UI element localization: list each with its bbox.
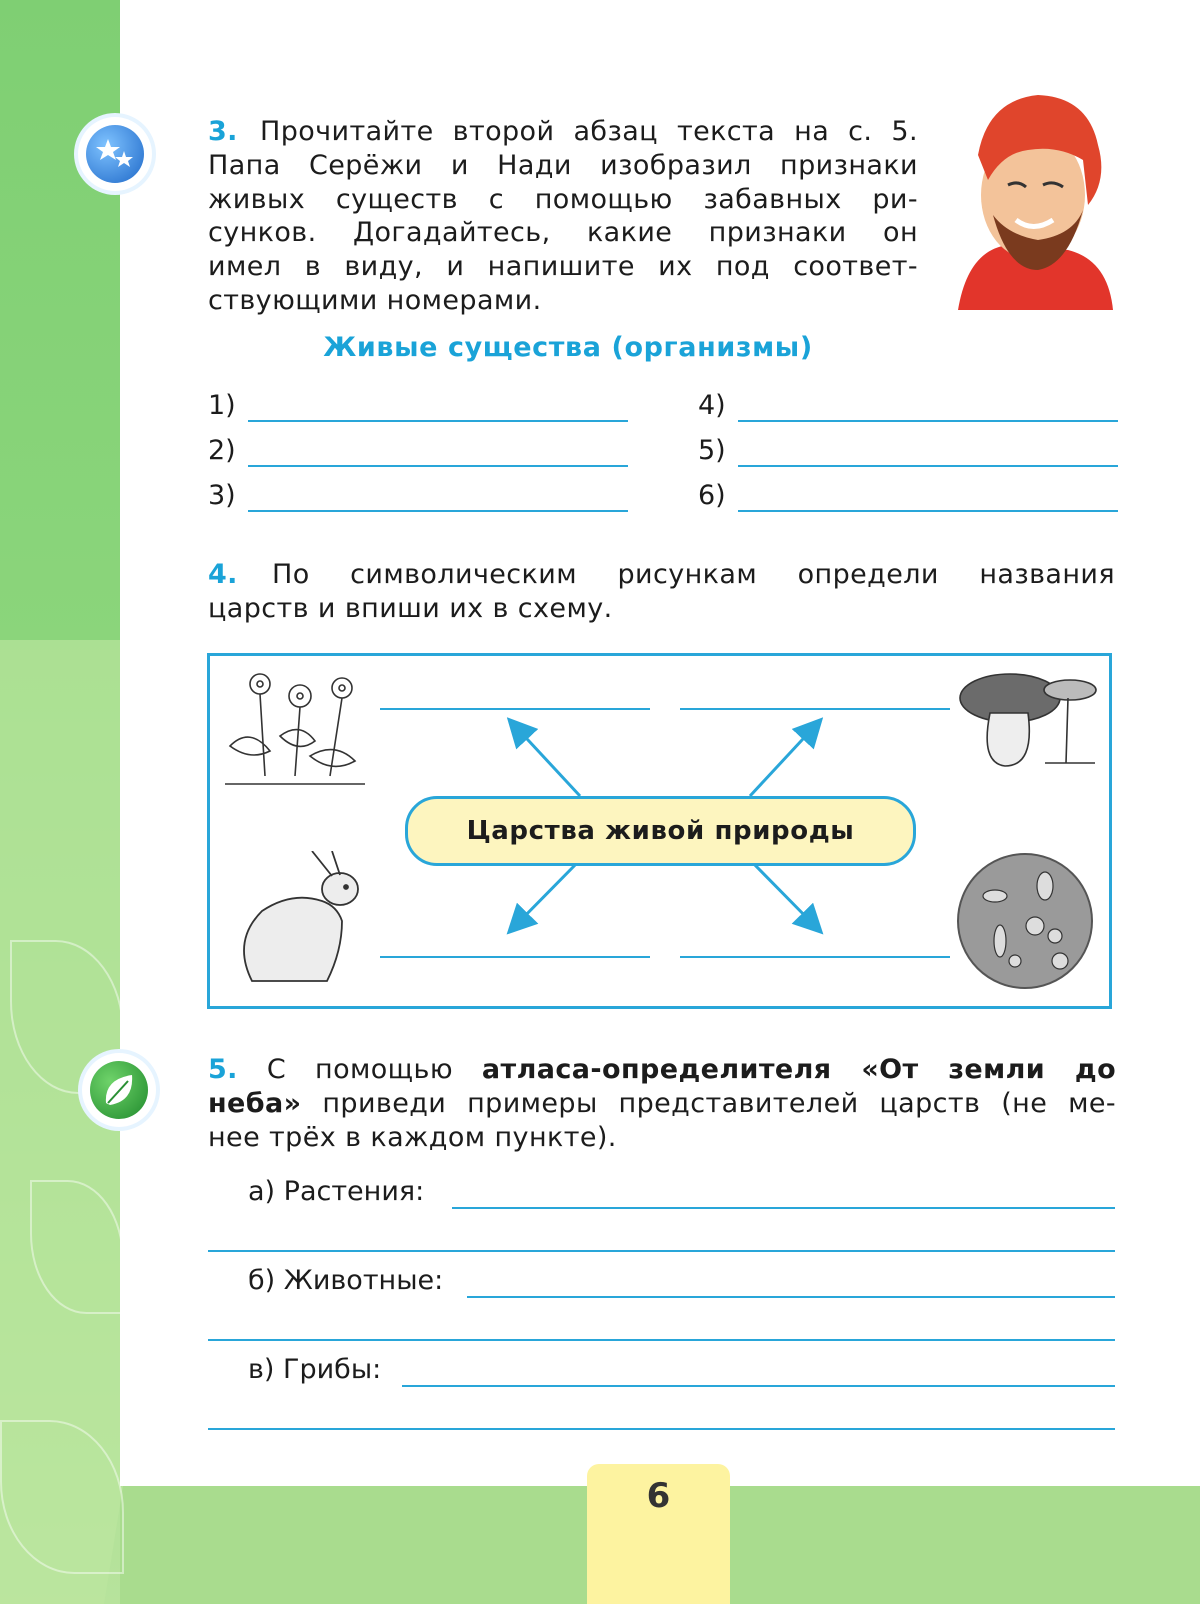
task3-line-1: Прочитайте второй абзац текста на с. 5. bbox=[260, 116, 918, 147]
task5-item-plants-label: а) Растения: bbox=[248, 1176, 425, 1207]
answer-line-5[interactable] bbox=[738, 465, 1118, 467]
plants-illustration bbox=[220, 666, 370, 791]
task3-line-6: ствующими номерами. bbox=[208, 285, 542, 316]
answer-line-4[interactable] bbox=[738, 420, 1118, 422]
task5-lead: С помощью bbox=[266, 1054, 453, 1085]
task5-line-1 bbox=[208, 1053, 1116, 1087]
task3-line-3: живых существ с помощью забавных ри- bbox=[208, 184, 918, 215]
kingdom-answer-line-top-left[interactable] bbox=[380, 708, 650, 710]
task3-line-5: имел в виду, и напишите их под соответ- bbox=[208, 251, 918, 282]
task5-plants-line-1[interactable] bbox=[452, 1207, 1115, 1209]
fungi-illustration bbox=[950, 668, 1100, 778]
kingdoms-center-label: Царства живой природы bbox=[405, 796, 916, 866]
task5-item-fungi-label: в) Грибы: bbox=[248, 1354, 382, 1385]
answer-line-1[interactable] bbox=[248, 420, 628, 422]
task4-number: 4. bbox=[208, 559, 238, 590]
stars-icon bbox=[78, 117, 152, 191]
page-number: 6 bbox=[587, 1464, 730, 1604]
task5-atlas-title: атласа-определителя «От земли до bbox=[481, 1054, 1117, 1085]
task5-animals-line-1[interactable] bbox=[467, 1296, 1115, 1298]
answer-label-6: 6) bbox=[698, 480, 726, 511]
answer-line-3[interactable] bbox=[248, 510, 628, 512]
task5-atlas-title-end: неба» bbox=[208, 1088, 302, 1119]
kingdom-answer-line-top-right[interactable] bbox=[680, 708, 950, 710]
task5-fungi-line-1[interactable] bbox=[402, 1385, 1115, 1387]
answer-label-2: 2) bbox=[208, 435, 236, 466]
bacteria-illustration bbox=[955, 851, 1095, 991]
answer-label-5: 5) bbox=[698, 435, 726, 466]
task4-line-1: По символическим рисункам определи названия bbox=[272, 559, 1115, 590]
kingdom-answer-line-bottom-left[interactable] bbox=[380, 956, 650, 958]
leaf-icon bbox=[82, 1053, 156, 1127]
task3-line-2: Папа Серёжи и Нади изобразил признаки bbox=[208, 150, 918, 181]
task5-animals-line-2[interactable] bbox=[208, 1339, 1115, 1341]
task5-item-animals-label: б) Животные: bbox=[248, 1265, 444, 1296]
task5-line-2 bbox=[208, 1087, 1116, 1121]
answer-line-2[interactable] bbox=[248, 465, 628, 467]
task4-line-2: царств и впиши их в схему. bbox=[208, 593, 613, 624]
answer-label-1: 1) bbox=[208, 390, 236, 421]
task5-number: 5. bbox=[208, 1054, 238, 1085]
father-character-illustration bbox=[948, 85, 1118, 310]
answer-label-3: 3) bbox=[208, 480, 236, 511]
answer-line-6[interactable] bbox=[738, 510, 1118, 512]
answer-label-4: 4) bbox=[698, 390, 726, 421]
task3-line-4: сунков. Догадайтесь, какие признаки он bbox=[208, 217, 918, 248]
kingdom-answer-line-bottom-right[interactable] bbox=[680, 956, 950, 958]
task5-line-3: нее трёх в каждом пункте). bbox=[208, 1122, 617, 1153]
task3-number: 3. bbox=[208, 116, 238, 147]
kingdoms-scheme bbox=[207, 653, 1112, 1009]
task5-fungi-line-2[interactable] bbox=[208, 1428, 1115, 1430]
animals-illustration bbox=[222, 851, 372, 991]
task3-heading: Живые существа (организмы) bbox=[323, 332, 813, 363]
task5-instruction: приведи примеры представителей царств (не ме- bbox=[322, 1088, 1116, 1119]
task5-plants-line-2[interactable] bbox=[208, 1250, 1115, 1252]
